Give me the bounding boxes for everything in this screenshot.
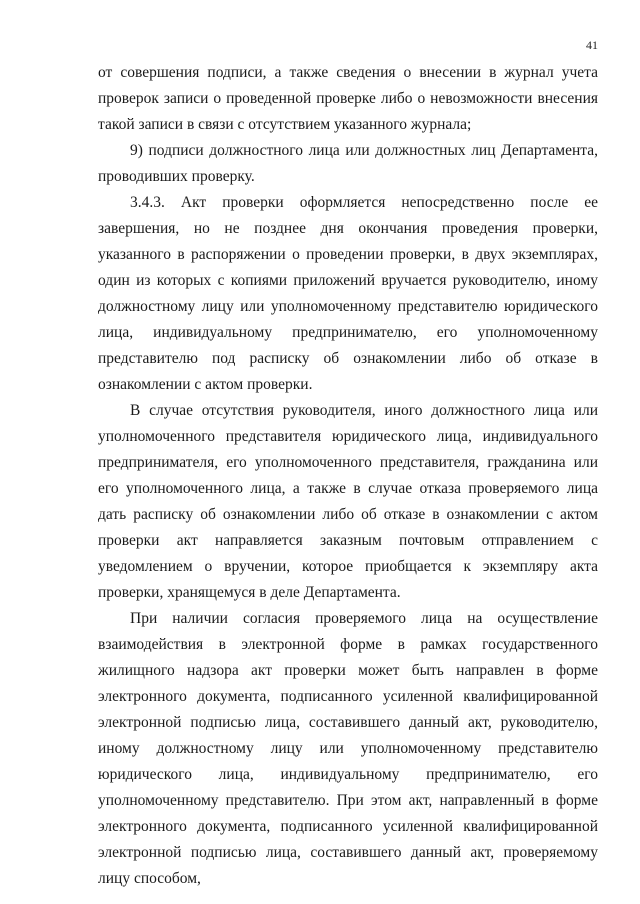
paragraph-3-4-3: 3.4.3. Акт проверки оформляется непосредственно после ее завершения, но не позднее дня окончания проведения проверки, указанного в распоряжении о проведении проверки, в двух экземплярах, один из которых с копиями приложений вручается руководителю, иному должностному лицу или уполномоченному представителю юридического лица, индивидуальному предпринимателю, его уполномоченному представителю под расписку об ознакомлении либо об отказе в ознакомлении с актом проверки.: [98, 194, 598, 393]
paragraph-item-9: 9) подписи должностного лица или должностных лиц Департамента, проводивших проверку.: [98, 142, 598, 185]
document-body: [98, 60, 598, 892]
page-number: 41: [586, 38, 598, 52]
paragraph-continuation: от совершения подписи, а также сведения о внесении в журнал учета проверок записи о проведенной проверке либо о невозможности внесения такой записи в связи с отсутствием указанного журнала;: [98, 64, 598, 133]
paragraph-electronic-form: При наличии согласия проверяемого лица на осуществление взаимодействия в электронной форме в рамках государственного жилищного надзора акт проверки может быть направлен в форме электронного документа, подписанного усиленной квалифицированной электронной подписью лица, составившего данный акт, руководителю, иному должностному лицу или уполномоченному представителю юридического лица, индивидуальному предпринимателю, его уполномоченному представителю. При этом акт, направленный в форме электронного документа, подписанного усиленной квалифицированной электронной подписью лица, составившего данный акт, проверяемому лицу способом,: [98, 610, 598, 887]
paragraph-absence-case: В случае отсутствия руководителя, иного должностного лица или уполномоченного представителя юридического лица, индивидуального предпринимателя, его уполномоченного представителя, гражданина или его уполномоченного лица, а также в случае отказа проверяемого лица дать расписку об ознакомлении либо об отказе в ознакомлении с актом проверки акт направляется заказным почтовым отправлением с уведомлением о вручении, которое приобщается к экземпляру акта проверки, хранящемуся в деле Департамента.: [98, 402, 598, 601]
